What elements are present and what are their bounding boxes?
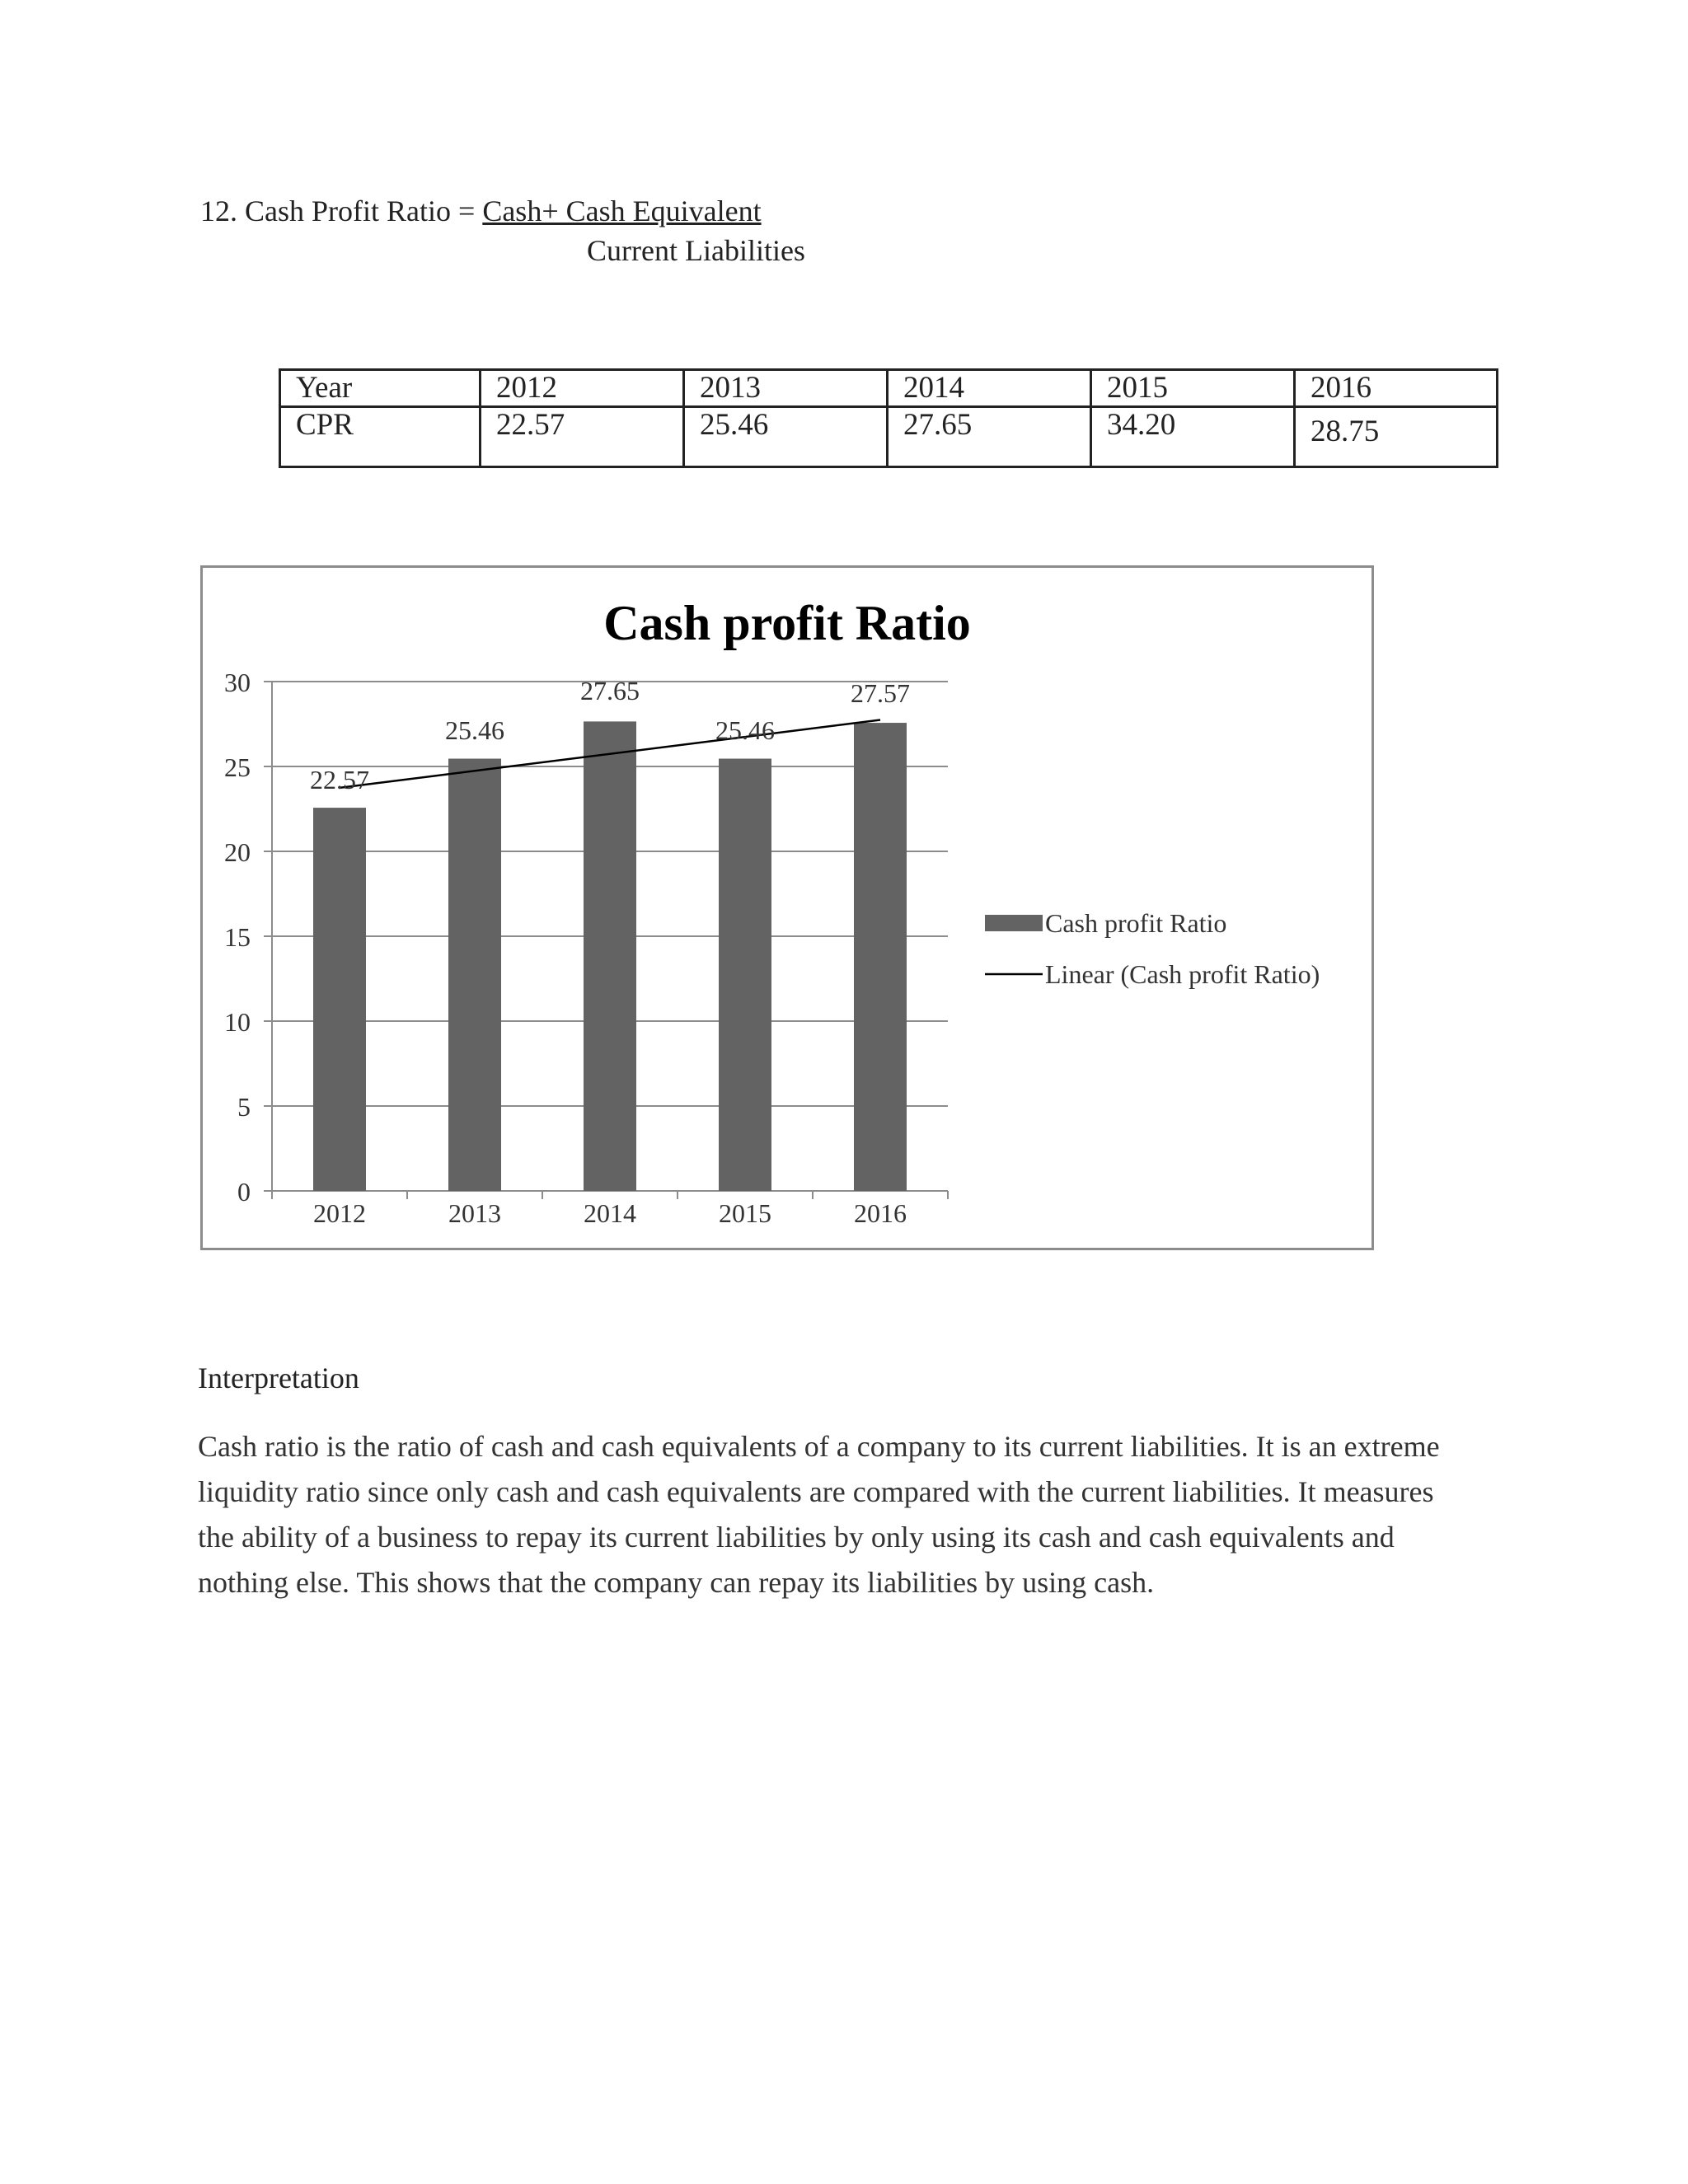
formula-numerator: Cash+ Cash Equivalent <box>482 194 762 227</box>
cpr-table <box>279 368 1498 468</box>
y-tick-label: 30 <box>224 668 251 697</box>
y-tick-label: 25 <box>224 752 251 782</box>
chart-container <box>200 565 1374 1250</box>
table-cell: 28.75 <box>1295 407 1498 467</box>
table-cell: 27.65 <box>888 407 1091 467</box>
bar <box>584 721 636 1191</box>
formula-prefix: 12. Cash Profit Ratio = <box>200 194 483 227</box>
y-tick-label: 20 <box>224 837 251 867</box>
bar <box>313 808 366 1191</box>
x-tick-label: 2013 <box>448 1198 501 1228</box>
legend-label: Cash profit Ratio <box>1045 908 1227 938</box>
x-tick-label: 2012 <box>313 1198 366 1228</box>
x-tick-label: 2014 <box>584 1198 636 1228</box>
table-cell: 34.20 <box>1091 407 1295 467</box>
table-cell: CPR <box>280 407 481 467</box>
bar <box>448 759 501 1191</box>
x-tick-label: 2015 <box>719 1198 771 1228</box>
table-cell: 22.57 <box>481 407 684 467</box>
table-row <box>280 407 1498 467</box>
data-label: 27.57 <box>851 678 910 708</box>
legend-swatch-bar <box>985 915 1043 931</box>
chart-title: Cash profit Ratio <box>603 596 971 650</box>
y-tick-label: 5 <box>237 1092 251 1122</box>
bar <box>719 759 771 1191</box>
table-cell: 2014 <box>888 370 1091 407</box>
table-cell: 25.46 <box>684 407 888 467</box>
formula-denominator: Current Liabilities <box>587 234 805 267</box>
table-cell: 2013 <box>684 370 888 407</box>
data-label: 22.57 <box>310 765 369 794</box>
legend-label: Linear (Cash profit Ratio) <box>1045 959 1320 989</box>
y-tick-label: 15 <box>224 922 251 952</box>
table-cell: 2012 <box>481 370 684 407</box>
interpretation-heading: Interpretation <box>198 1361 359 1394</box>
data-label: 25.46 <box>715 715 775 745</box>
cash-profit-ratio-chart <box>203 568 1372 1248</box>
x-tick-label: 2016 <box>854 1198 907 1228</box>
y-tick-label: 0 <box>237 1177 251 1207</box>
formula-line <box>200 191 762 231</box>
table-cell: Year <box>280 370 481 407</box>
y-tick-label: 10 <box>224 1007 251 1037</box>
table-header-row <box>280 370 1498 407</box>
data-label: 25.46 <box>445 715 504 745</box>
interpretation-body: Cash ratio is the ratio of cash and cash equivalents of a company to its current liabilities. It is an extreme liquidity ratio since only cash and cash equivalents are compared with the current liabilities. It measures the ability of a business to repay its current liabilities by only using its cash and cash equivalents and nothing else. This shows that the company can repay its liabilities by using cash. <box>198 1430 1440 1599</box>
table-cell: 2016 <box>1295 370 1498 407</box>
data-label: 27.65 <box>580 676 640 705</box>
bar <box>854 723 907 1191</box>
table-cell: 2015 <box>1091 370 1295 407</box>
